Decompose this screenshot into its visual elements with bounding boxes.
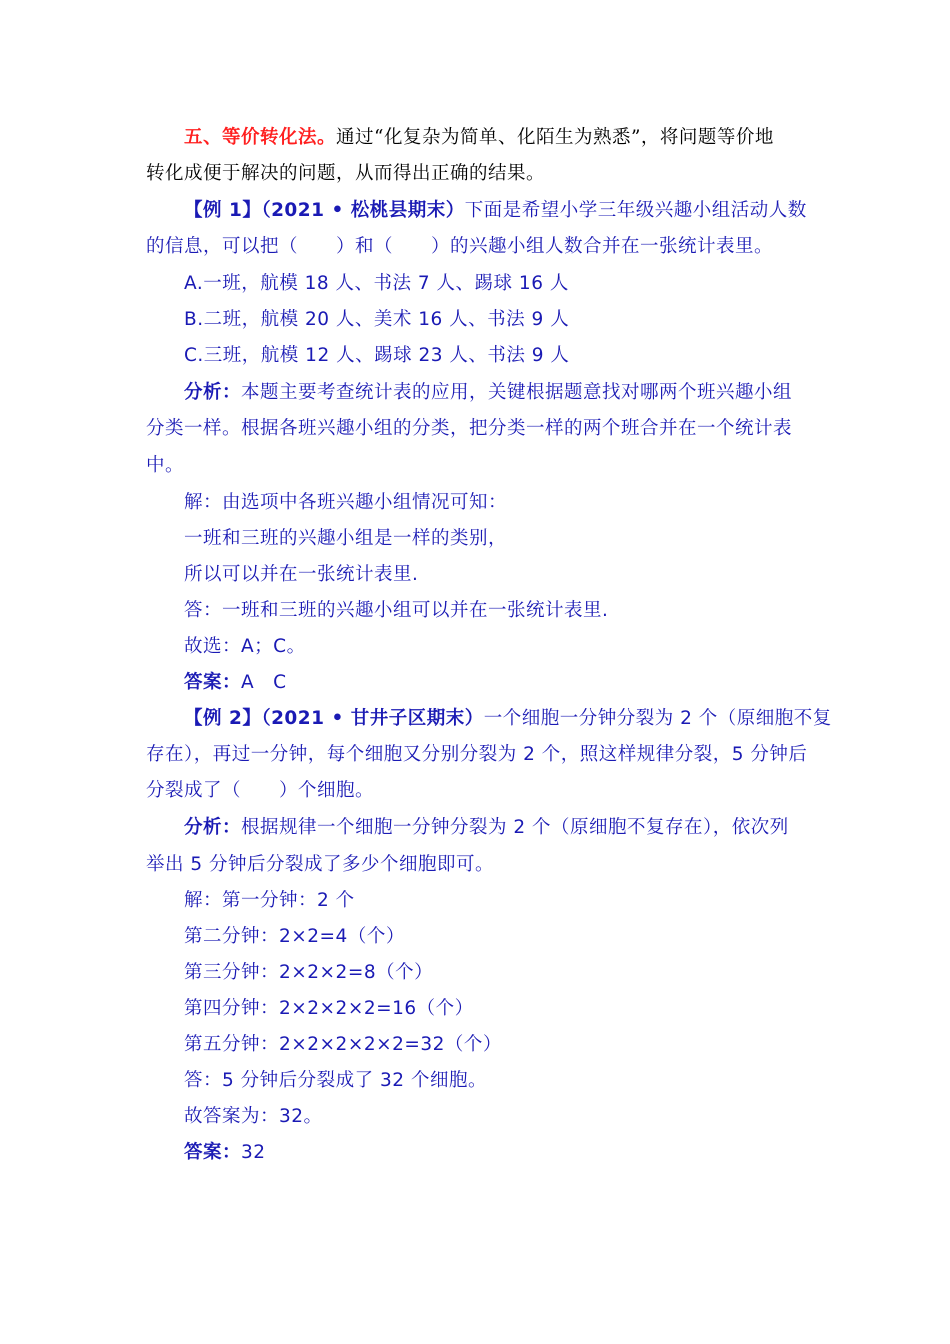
example1-analysis-line-2: 分类一样。根据各班兴趣小组的分类，把分类一样的两个班合并在一个统计表 [146,418,793,439]
section-intro-line-2: 转化成便于解决的问题，从而得出正确的结果。 [146,163,546,184]
example2-solution-line: 第二分钟：2×2=4（个） [184,926,405,947]
example1-option-a: A.一班，航模 18 人、书法 7 人、踢球 16 人 [184,273,569,294]
example2-question-line-1 [184,706,864,732]
example1-solution-line: 一班和三班的兴趣小组是一样的类别， [184,528,508,549]
example1-analysis-text: 本题主要考查统计表的应用，关键根据题意找对哪两个班兴趣小组 [241,382,793,403]
example1-option-b: B.二班，航模 20 人、美术 16 人、书法 9 人 [184,309,570,330]
example2-tag: 【例 2】（2021 • 甘井子区期末） [184,708,484,729]
example1-answer-label: 答案： [184,672,242,693]
example1-analysis-line-1 [184,380,864,406]
example1-question-line-2: 的信息，可以把（ ）和（ ）的兴趣小组人数合并在一张统计表里。 [146,236,774,257]
section-intro-text: 通过“化复杂为简单、化陌生为熟悉”，将问题等价地 [336,127,774,148]
example1-question-text: 下面是希望小学三年级兴趣小组活动人数 [464,200,807,221]
example1-tag: 【例 1】（2021 • 松桃县期末） [184,200,465,221]
example2-analysis-line-1 [184,815,864,841]
example1-question-line-1 [184,198,864,224]
example2-analysis-text: 根据规律一个细胞一分钟分裂为 2 个（原细胞不复存在），依次列 [241,817,789,838]
section-intro-line-1 [184,125,864,151]
example2-question-line-3: 分裂成了（ ）个细胞。 [146,780,375,801]
example1-solution-line: 解：由选项中各班兴趣小组情况可知： [184,492,508,513]
example1-solution-line: 故选：A；C。 [184,636,306,657]
example2-solution-line: 解：第一分钟：2 个 [184,890,355,911]
example1-analysis-label: 分析： [184,382,242,403]
example1-solution-line: 所以可以并在一张统计表里. [184,564,419,585]
example2-analysis-label: 分析： [184,817,242,838]
example2-answer: 32 [241,1142,266,1163]
example1-solution-line: 答：一班和三班的兴趣小组可以并在一张统计表里. [184,600,609,621]
example2-answer-label: 答案： [184,1142,242,1163]
example2-solution-line: 答：5 分钟后分裂成了 32 个细胞。 [184,1070,487,1091]
example1-option-c: C.三班，航模 12 人、踢球 23 人、书法 9 人 [184,345,570,366]
example2-question-line-2: 存在），再过一分钟，每个细胞又分别分裂为 2 个，照这样规律分裂，5 分钟后 [146,744,808,765]
example2-question-text: 一个细胞一分钟分裂为 2 个（原细胞不复 [483,708,832,729]
example2-solution-line: 第五分钟：2×2×2×2×2=32（个） [184,1034,502,1055]
example1-answer: A C [241,672,287,693]
section-title: 五、等价转化法。 [184,127,337,148]
example2-solution-line: 第四分钟：2×2×2×2=16（个） [184,998,474,1019]
example2-analysis-line-2: 举出 5 分钟后分裂成了多少个细胞即可。 [146,854,495,875]
example2-answer-line [184,1140,864,1166]
example2-solution-line: 第三分钟：2×2×2=8（个） [184,962,434,983]
example2-solution-line: 故答案为：32。 [184,1106,323,1127]
example1-analysis-line-3: 中。 [146,455,185,476]
example1-answer-line [184,670,864,696]
